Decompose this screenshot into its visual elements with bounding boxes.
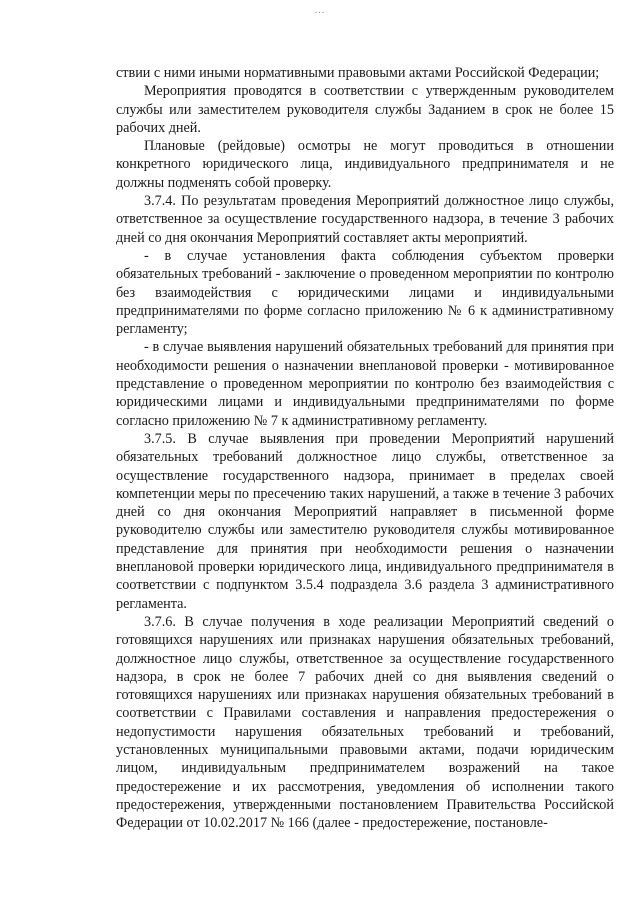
paragraph-compliance-case: - в случае установления факта соблюдения субъектом проверки обязательных требований - заключение о проведенном мероприятии по контролю без взаимодействия с юридическими лицами и индивидуальными предпринимателями по форме согласно приложению № 6 к административному регламенту; xyxy=(116,247,614,338)
page-header-mark: ... xyxy=(314,5,326,16)
paragraph-raid-inspections: Плановые (рейдовые) осмотры не могут проводиться в отношении конкретного юридического лица, индивидуального предпринимателя и не должны подменять собой проверку. xyxy=(116,138,614,191)
paragraph-violation-case: - в случае выявления нарушений обязательных требований для принятия при необходимости решения о назначении внеплановой проверки - мотивированное представление о проведенном мероприятии по контролю без взаимодействия с юридическими лицами и индивидуальными предпринимателями по форме согласно приложению № 7 к административному регламенту. xyxy=(116,339,614,429)
paragraph-schedule: Мероприятия проводятся в соответствии с утвержденным руководителем службы или заместителем руководителя службы Заданием в срок не более 15 рабочих дней. xyxy=(116,83,614,136)
paragraph-3-7-6: 3.7.6. В случае получения в ходе реализации Мероприятий сведений о готовящихся нарушениях или признаках нарушения обязательных требований, должностное лицо службы, ответственное за осуществление государственного надзора, в срок не более 7 рабочих дней со дня выявления сведений о готовящихся нарушениях или признаках нарушения обязательных требований в соответствии с Правилами составления и направления предостережения о недопустимости нарушения обязательных требований и требований, установленных муниципальными правовыми актами, подачи юридическим лицом, индивидуальным предпринимателем возражений на такое предостережение и их рассмотрения, уведомления об исполнении такого предостережения, утвержденными постановлением Правительства Российской Федерации от 10.02.2017 № 166 (далее - предостережение, постановле- xyxy=(116,613,614,832)
paragraph-continuation: ствии с ними иными нормативными правовыми актами Российской Федерации; xyxy=(116,65,600,81)
document-body xyxy=(116,64,614,832)
paragraph-3-7-5: 3.7.5. В случае выявления при проведении Мероприятий нарушений обязательных требований должностное лицо службы, ответственное за осуществление государственного надзора, принимает в пределах своей компетенции меры по пресечению таких нарушений, а также в течение 3 рабочих дней со дня окончания Мероприятий направляет в письменной форме руководителю службы или заместителю руководителя службы мотивированное представление для принятия при необходимости решения о назначении внеплановой проверки юридического лица, индивидуального предпринимателя в соответствии с подпунктом 3.5.4 подраздела 3.6 раздела 3 административного регламента. xyxy=(116,430,614,612)
paragraph-3-7-4: 3.7.4. По результатам проведения Мероприятий должностное лицо службы, ответственное за осуществление государственного надзора, в течение 3 рабочих дней со дня окончания Мероприятий составляет акты мероприятий. xyxy=(116,193,614,246)
